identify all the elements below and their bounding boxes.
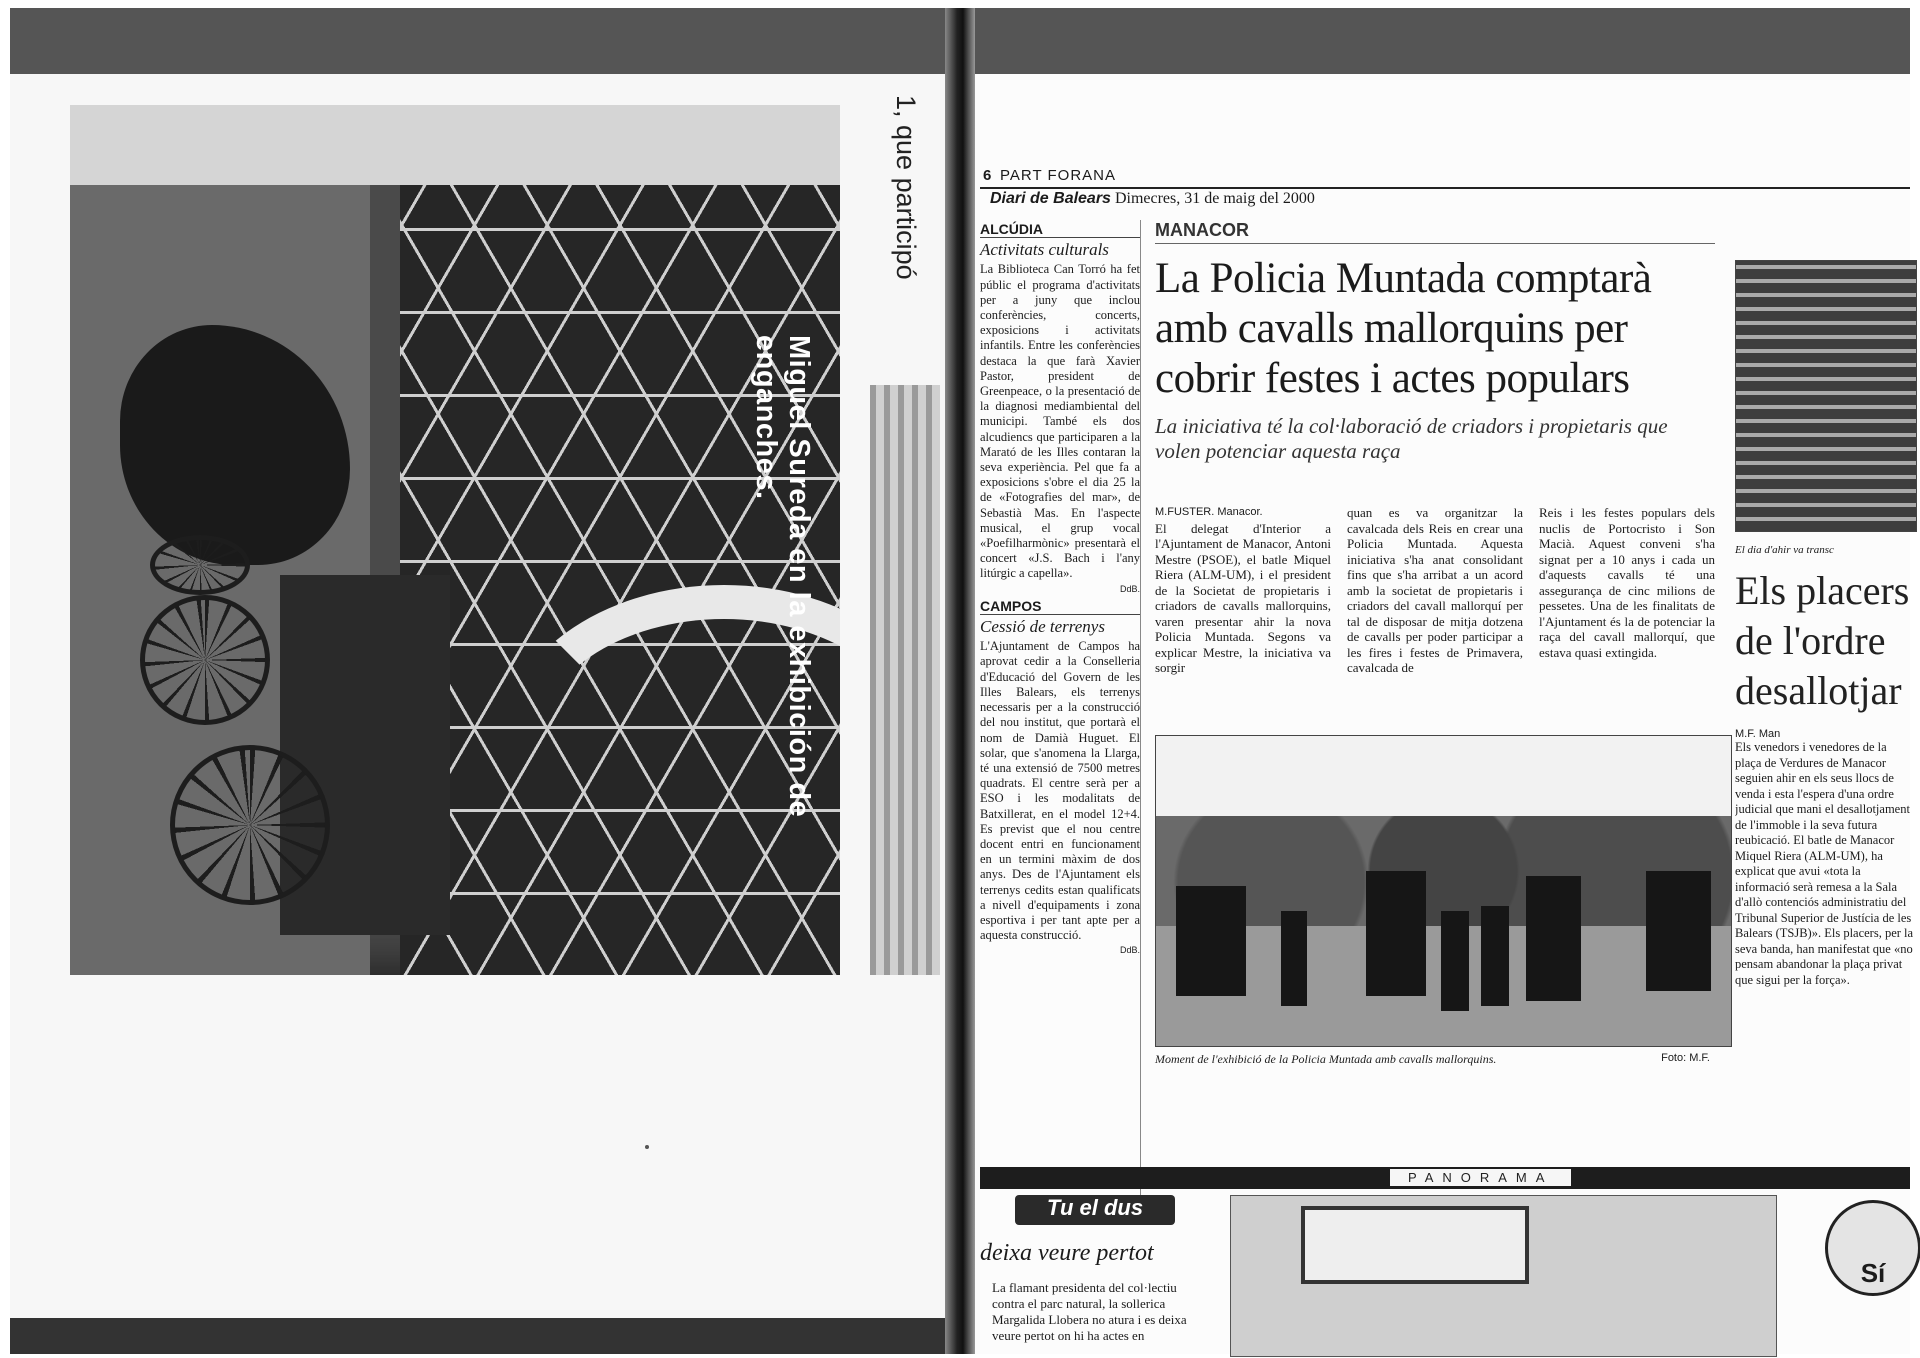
carriage-wheel-icon [150, 535, 250, 595]
article-deck: La iniciativa té la col·laboració de criadors i propietaris que volen potenciar aquesta raça [1155, 414, 1668, 463]
person-figure [1481, 906, 1509, 1006]
brief-column [980, 220, 1141, 1220]
mounted-police-photo [1155, 735, 1732, 1047]
carriage-wheel-icon [170, 745, 330, 905]
section-name: PART FORANA [1000, 167, 1117, 184]
market-photo [1735, 260, 1917, 532]
article-body [1155, 505, 1715, 676]
page-number: 6 [983, 167, 992, 184]
brief-signature-2: DdB. [1119, 945, 1140, 956]
news-photo-caption [1155, 1052, 1730, 1067]
masthead-line [990, 190, 1315, 208]
brief-body-1: La Biblioteca Can Torró ha fet públic el programa d'activitats per a juny que inclou conferències, concerts, exposicions i activitats infantils. Entre les conferències destaca la que farà Xavier Pastor, president de Greenpeace, o la presentació de la diagnosi mediambiental del municipi. També els dos alcudiencs que participaren a la Marató de les Illes contaran la seva experiència. Pel que fa a exposicions s'obre el dia 25 la de «Fotografies del mar», de Sebastià Mas. En l'aspecte musical, el grup vocal «Poefilharmònic» presentarà el concert «J.S. Bach i l'any litúrgic a capella». [980, 262, 1140, 581]
office-window [1301, 1206, 1529, 1284]
panorama-label: PANORAMA [1390, 1169, 1571, 1186]
panorama-bar [980, 1167, 1910, 1189]
left-side-text: 1, que participó [891, 95, 921, 280]
person-figure [1441, 911, 1469, 1011]
newspaper-page [980, 150, 1914, 1350]
market-photo-caption: El dia d'ahir va transc [1735, 544, 1834, 556]
brief-signature-1: DdB. [1119, 583, 1140, 594]
brief-section-2: CAMPOS [980, 599, 1140, 615]
deixa-body: La flamant presidenta del col·lectiu contra el parc natural, la sollerica Margalida Llobera no atura i es deixa veure pertot on hi ha actes en [992, 1280, 1187, 1343]
article-kicker: MANACOR [1155, 220, 1715, 244]
brief-subtitle-2: Cessió de terrenys [980, 617, 1105, 637]
brief-body-2: L'Ajuntament de Campos ha aprovat cedir a la Conselleria d'Educació del Govern de les Illes Balears, els terrenys necessaris per a la construcció del nou institut, que portarà el nom de Damià Huguet. El solar, que s'anomena la Llarga, té una extensió de 7500 metres quadrats. El centre serà per a ESO i les modalitats de Batxillerat, en el model 12+4. Es previst que el nou centre docent entri en funcionament en un termini màxim de dos anys. Des de l'Ajuntament els terrenys cedits estan qualificats a nivell d'equipaments i zona esportiva i per tant apte per a aquesta construcció. [980, 639, 1140, 943]
issue-date: Dimecres, 31 de maig del 2000 [1114, 190, 1315, 207]
adjacent-photo-scrap [870, 385, 940, 975]
photo-caption-vertical: Miguel Sureda en la exhibición de enganches. [750, 335, 815, 818]
main-article [1155, 220, 1715, 1066]
photo-credit: Foto: M.F. [1661, 1052, 1710, 1064]
rider-figure [1646, 871, 1711, 991]
article-byline: M.FUSTER. Manacor. [1155, 506, 1263, 518]
side-article [1735, 260, 1915, 1010]
speck [645, 1145, 649, 1149]
side-byline: M.F. Man [1735, 728, 1781, 740]
rider-figure [1366, 871, 1426, 996]
article-column-2: quan es va organitzar la cavalcada dels Reis en crear una Policia Muntada. Aquesta iniciativa s'ha anat consolidant fins que s'ha arribat a un acord amb la societat de propietaris i criadors del cavall mallorquí per tal de disposar de mitja dotzena de cavalls per poder participar a les fires i festes de Primavera, cavalcada de [1347, 505, 1523, 675]
si-smiley-badge: Sí [1825, 1200, 1920, 1296]
carriage-photo [70, 105, 840, 975]
rider-figure [1176, 886, 1246, 996]
newspaper-name: Diari de Balears [990, 190, 1111, 207]
article-headline: La Policia Muntada comptarà amb cavalls mallorquins per cobrir festes i actes populars [1155, 255, 1652, 402]
carriage-wheel-icon [140, 595, 270, 725]
bottom-dark-strip [10, 1318, 945, 1354]
article-text-1: El delegat d'Interior a l'Ajuntament de Manacor, Antoni Mestre (PSOE), el batle Miquel Riera (ALM-UM), i el president de la Societat de propietaris i criadors de cavalls mallorquins, varen presentar ahir la nova Policia Muntada. Segons va explicar Mestre, la iniciativa va sorgir [1155, 520, 1331, 675]
side-headline: Els placers de l'ordre desallotjar [1735, 568, 1910, 713]
article-column-3: Reis i les festes populars dels nuclis de Portocristo i Son Macià. Aquest conveni s'ha signat per a 10 anys i cada un d'aquests cavalls té una assegurança de cinc milions de pessetes. Una de les finalitats de l'Ajuntament és la de potenciar la raça del cavall mallorquí, que estava quasi extingida. [1539, 505, 1715, 660]
brief-section-1: ALCÚDIA [980, 222, 1140, 238]
person-figure [1281, 911, 1307, 1006]
news-photo-caption-text: Moment de l'exhibició de la Policia Muntada amb cavalls mallorquins. [1155, 1052, 1497, 1066]
office-photo [1230, 1195, 1777, 1357]
article-column-1 [1155, 505, 1331, 676]
tu-dus-logo: Tu el dus [1015, 1195, 1175, 1225]
binding-gutter [945, 8, 975, 1354]
brief-subtitle-1: Activitats culturals [980, 240, 1109, 260]
side-body: Els venedors i venedores de la plaça de Verdures de Manacor seguien ahir en els seus llocs de venda i esta l'espera d'una ordre judicial que mani el desallotjament de l'immoble i la seva futura reubicació. El batle de Manacor Miquel Riera (ALM-UM), ha explicat que avui «tota la informació serà remesa a la Sala d'allò contenciós administratiu del Tribunal Superior de Justícia de les Balears (TSJB)». Els placers, per la seva banda, han manifestat que «no pensam abandonar la plaça privat que sigui per la força». [1735, 740, 1914, 987]
deixa-headline: deixa veure pertot [980, 1240, 1154, 1266]
photo-top-strip [70, 105, 840, 185]
page-header [980, 165, 1910, 189]
rider-figure [1526, 876, 1581, 1001]
